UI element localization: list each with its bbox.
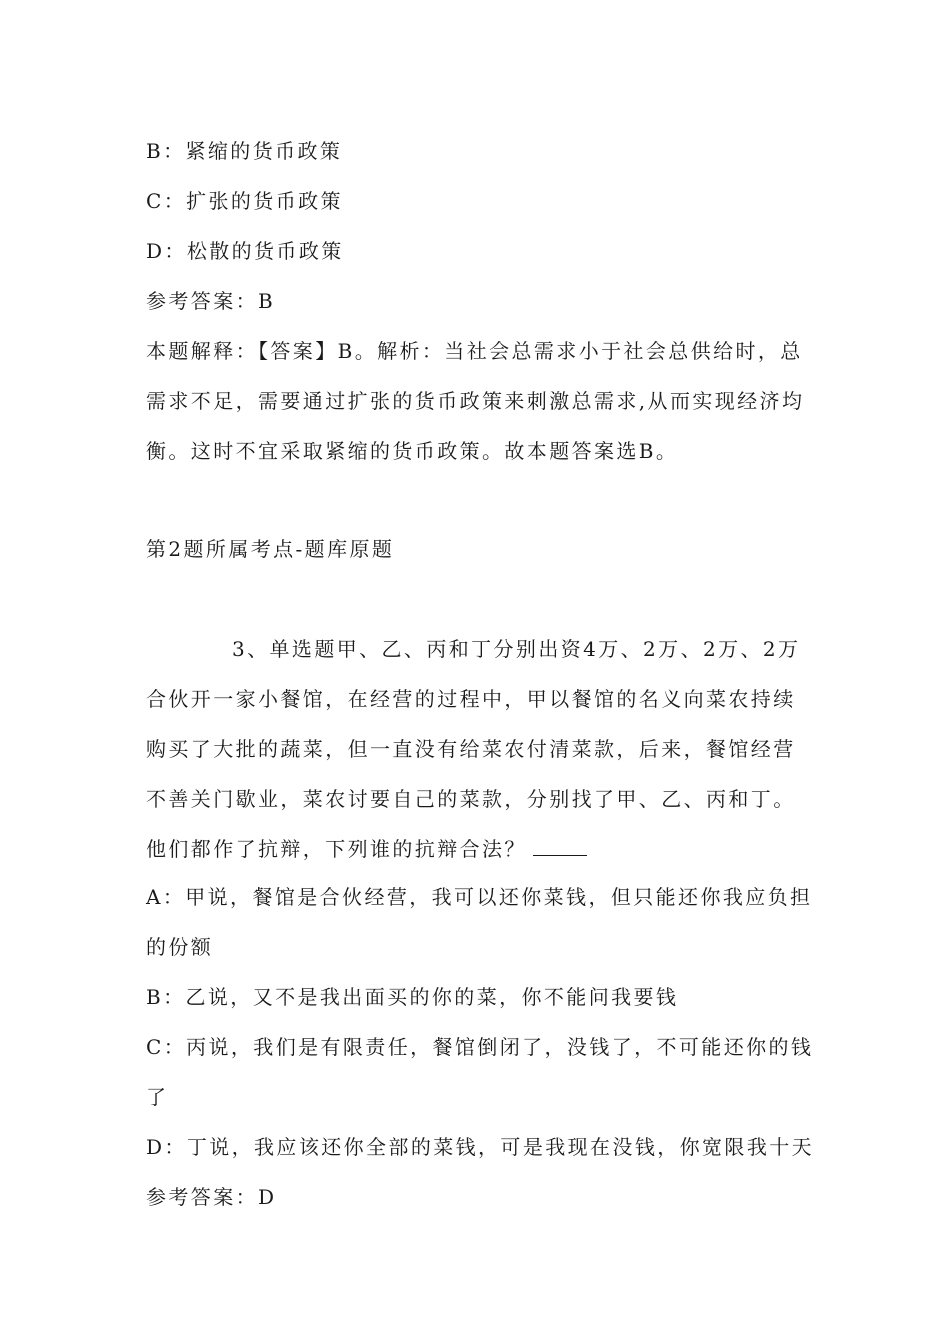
q3-stem-line-4: 不善关门歇业，菜农讨要自己的菜款，分别找了甲、乙、丙和丁。	[146, 787, 796, 811]
q3-option-d: D：丁说，我应该还你全部的菜钱，可是我现在没钱，你宽限我十天	[146, 1135, 815, 1159]
q2-option-d: D：松散的货币政策	[146, 239, 344, 263]
q3-option-c-line-2: 了	[146, 1085, 169, 1109]
q3-stem-line-5-text: 他们都作了抗辩，下列谁的抗辩合法？	[146, 837, 527, 861]
q2-answer: 参考答案：B	[146, 289, 276, 313]
q3-stem-line-5	[146, 836, 816, 862]
q2-explanation-line-3: 衡。这时不宜采取紧缩的货币政策。故本题答案选B。	[146, 439, 679, 463]
q3-answer: 参考答案：D	[146, 1185, 277, 1209]
q3-stem-line-2: 合伙开一家小餐馆，在经营的过程中，甲以餐馆的名义向菜农持续	[146, 687, 796, 711]
q2-explanation-line-2: 需求不足，需要通过扩张的货币政策来刺激总需求,从而实现经济均	[146, 389, 805, 413]
q3-option-a-line-1: A：甲说，餐馆是合伙经营，我可以还你菜钱，但只能还你我应负担	[146, 885, 813, 909]
q3-option-a-line-2: 的份额	[146, 935, 214, 959]
q3-stem-line-1: 3、单选题甲、乙、丙和丁分别出资4万、2万、2万、2万	[232, 637, 801, 661]
q3-stem-line-3: 购买了大批的蔬菜，但一直没有给菜农付清菜款，后来，餐馆经营	[146, 737, 796, 761]
q3-option-b: B：乙说，又不是我出面买的你的菜，你不能问我要钱	[146, 985, 679, 1009]
answer-blank	[533, 837, 587, 856]
q2-option-c: C：扩张的货币政策	[146, 189, 343, 213]
q2-topic: 第2题所属考点-题库原题	[146, 537, 395, 561]
q2-option-b: B：紧缩的货币政策	[146, 139, 343, 163]
q2-explanation-line-1: 本题解释：【答案】B。解析：当社会总需求小于社会总供给时，总	[146, 339, 803, 363]
q3-option-c-line-1: C：丙说，我们是有限责任，餐馆倒闭了，没钱了，不可能还你的钱	[146, 1035, 814, 1059]
